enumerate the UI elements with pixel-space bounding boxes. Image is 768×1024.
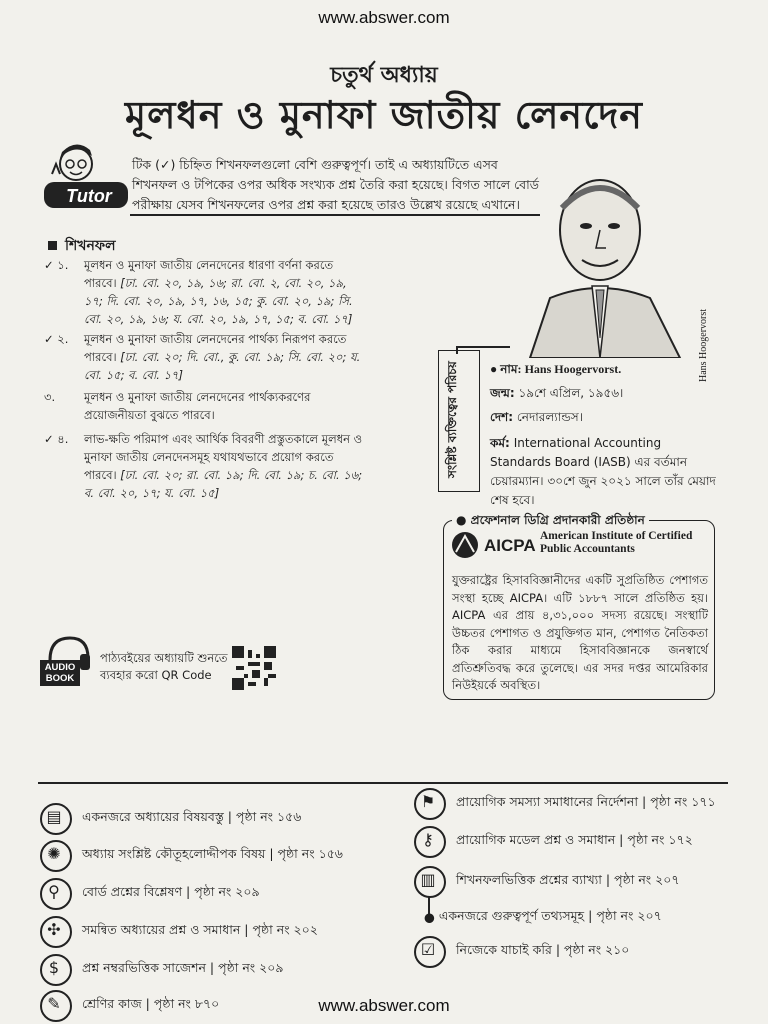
audio-badge-top: AUDIO <box>44 662 76 673</box>
outcome-item <box>44 388 369 424</box>
outcome-ref: [ঢা. বো. ২০, ১৯, ১৬; রা. বো. ২, বো. ২০, ১৯, ১৭; দি. বো. ২০, ১৯, ১৭, ১৬, ১৫; কু. বো. ২০, ১৯; সি. বো. ২০, ১৯, ১৬; য. বো. ২০, ১৯, ১৭, ১৫; ব. বো. ১৭] <box>84 276 353 326</box>
nav-page: পৃষ্ঠা নং ১৫৬ <box>235 809 302 824</box>
nav-page: পৃষ্ঠা নং ৮৭০ <box>153 996 220 1011</box>
audio-book-text <box>41 662 79 684</box>
audio-badge-bottom: BOOK <box>45 673 75 684</box>
nav-label: একনজরে গুরুত্বপূর্ণ তথ্যসমূহ <box>438 908 585 923</box>
outcome-number: ২. <box>57 332 69 346</box>
portrait-caption: Hans Hoogervorst <box>698 308 709 382</box>
nav-label: অধ্যায় সংশ্লিষ্ট কৌতূহলোদ্দীপক বিষয় <box>81 846 266 861</box>
name-value: Hans Hoogervorst. <box>524 362 622 376</box>
bio-side-tag: সংশ্লিষ্ট ব্যক্তিত্বের পরিচয় <box>445 361 459 479</box>
born-value: ১৯শে এপ্রিল, ১৯৫৬। <box>518 386 624 400</box>
audio-line-2: ব্যবহার করো QR Code <box>100 668 212 682</box>
audio-book-badge <box>40 634 92 686</box>
tutor-mascot <box>40 140 132 214</box>
outcome-text: লাভ-ক্ষতি পরিমাপ এবং আর্থিক বিবরণী প্রস্তুতকালে মূলধন ও মুনাফা জাতীয় লেনদেনসমূহ যথাযথভাবে প্রয়োগ করতে পারবে। <box>84 432 363 482</box>
nav-item[interactable]: ✺ অধ্যায় সংশ্লিষ্ট কৌতূহলোদ্দীপক বিষয় | পৃষ্ঠা নং ১৫৬ <box>40 840 343 872</box>
nav-item[interactable]: ☑ নিজেকে যাচাই করি | পৃষ্ঠা নং ২১০ <box>414 936 629 968</box>
bio-name: ● নাম: Hans Hoogervorst. <box>490 362 622 376</box>
nav-label: সমন্বিত অধ্যায়ের প্রশ্ন ও সমাধান <box>81 922 241 937</box>
tutor-badge: Tutor <box>66 186 112 206</box>
portrait-icon <box>520 168 690 358</box>
bio-connector <box>456 346 510 348</box>
tutor-intro: টিক (✓) চিহ্নিত শিখনফলগুলো বেশি গুরুত্বপূর্ণ। তাই এ অধ্যায়টিতে এসব শিখনফল ও টপিকের ওপর অধিক সংখ্যক প্রশ্ন তৈরি করা হয়েছে। বিগত সালে বোর্ড পরীক্ষায় যেসব শিখনফলের ওপর প্রশ্ন করা হয়েছে তারও উল্লেখ রয়েছে এখানে। <box>132 157 539 212</box>
nav-label: নিজেকে যাচাই করি <box>455 942 552 957</box>
outcomes-heading <box>48 234 116 258</box>
nav-page: পৃষ্ঠা নং ২১০ <box>564 942 630 957</box>
work-label: কর্ম: <box>490 436 510 450</box>
country-label: দেশ: <box>490 410 514 424</box>
nav-page: পৃষ্ঠা নং ১৭২ <box>627 832 693 847</box>
square-bullet-icon <box>48 241 57 250</box>
nav-page: পৃষ্ঠা নং ১৭১ <box>650 794 716 809</box>
outcome-number: ৪. <box>57 432 69 446</box>
country-value: নেদারল্যান্ডস। <box>516 410 584 424</box>
dot-icon: ● <box>424 909 435 925</box>
check-icon: ✓ <box>44 332 54 346</box>
outcome-number: ৩. <box>44 390 56 404</box>
outcome-text: মূলধন ও মুনাফা জাতীয় লেনদেনের পার্থক্যকরণের প্রয়োজনীয়তা বুঝতে পারবে। <box>84 390 311 422</box>
qr-code-icon <box>232 646 276 690</box>
audio-line-1: পাঠ্যবইয়ের অধ্যায়টি শুনতে <box>100 651 228 665</box>
aicpa-full-name: American Institute of Certified Public Accountants <box>540 530 693 555</box>
nav-page: পৃষ্ঠা নং ২০৯ <box>218 960 284 975</box>
bio-country <box>490 408 720 427</box>
portrait-image <box>520 168 690 358</box>
watermark-top: www.abswer.com <box>318 8 450 27</box>
chapter-label: চতুর্থ অধ্যায় <box>330 63 438 88</box>
qr-code[interactable] <box>232 646 276 690</box>
outcome-text: মূলধন ও মুনাফা জাতীয় লেনদেনের ধারণা বর্ণনা করতে পারবে। <box>84 258 334 290</box>
nav-item[interactable]: $ প্রশ্ন নম্বরভিত্তিক সাজেশন | পৃষ্ঠা নং ২০৯ <box>40 954 284 986</box>
outcome-ref: [ঢা. বো. ২০; রা. বো. ১৯; দি. বো. ১৯; চ. বো. ১৬; ব. বো. ২০, ১৭; য. বো. ১৫] <box>84 468 363 500</box>
nav-label: প্রশ্ন নম্বরভিত্তিক সাজেশন <box>81 960 206 975</box>
work-value: International Accounting Standards Board (IASB) এর বর্তমান চেয়ারম্যান। ৩০শে জুন ২০২১ সালে তাঁর মেয়াদ শেষ হবে। <box>490 436 716 507</box>
outcome-item <box>44 256 369 328</box>
nav-label: প্রায়োগিক মডেল প্রশ্ন ও সমাধান <box>455 832 616 847</box>
nav-page: পৃষ্ঠা নং ১৫৬ <box>277 846 343 861</box>
born-label: জন্ম: <box>490 386 515 400</box>
audio-instruction <box>100 650 230 684</box>
divider <box>130 214 540 216</box>
aicpa-logo-text: AICPA <box>484 536 536 555</box>
professional-text: যুক্তরাষ্ট্রের হিসাববিজ্ঞানীদের একটি সুপ্রতিষ্ঠিত পেশাগত সংস্থা হচ্ছে AICPA। এটি ১৮৮৭ সালে প্রতিষ্ঠিত হয়। AICPA এর প্রায় ৪,৩১,০০০ সদস্য রয়েছে। সংস্থাটি উচ্চতর পেশাগত ও প্রযুক্তিগত মান, পেশাগত নৈতিকতা ঠিক করার মাধ্যমে হিসাববিজ্ঞানকে জনস্বার্থে প্রতিশ্রুতিবদ্ধ করে তুলেছে। এর সদর দপ্তর আমেরিকার নিউইয়র্কে অবস্থিত। <box>452 573 708 692</box>
nav-item[interactable]: ⚷ প্রায়োগিক মডেল প্রশ্ন ও সমাধান | পৃষ্ঠা নং ১৭২ <box>414 826 693 858</box>
nav-label: বোর্ড প্রশ্নের বিশ্লেষণ <box>81 884 183 899</box>
check-icon: ✓ <box>44 432 54 446</box>
nav-item[interactable]: ▤ একনজরে অধ্যায়ের বিষয়বস্তু | পৃষ্ঠা নং ১৫৬ <box>40 803 301 835</box>
nav-item[interactable]: ⚲ বোর্ড প্রশ্নের বিশ্লেষণ | পৃষ্ঠা নং ২০৯ <box>40 878 260 910</box>
nav-item[interactable]: ▥ শিখনফলভিত্তিক প্রশ্নের ব্যাখ্যা | পৃষ্ঠা নং ২০৭ <box>414 866 680 898</box>
outcome-text: মূলধন ও মুনাফা জাতীয় লেনদেনের পার্থক্য নিরূপণ করতে পারবে। <box>84 332 347 364</box>
watermark-bottom: www.abswer.com <box>318 996 450 1015</box>
outcomes-heading-label: শিখনফল <box>65 238 116 254</box>
aicpa-globe-icon <box>450 530 480 560</box>
nav-page: পৃষ্ঠা নং ২০৭ <box>596 908 662 923</box>
nav-label: একনজরে অধ্যায়ের বিষয়বস্তু <box>81 809 224 824</box>
professional-heading: ● প্রফেশনাল ডিগ্রি প্রদানকারী প্রতিষ্ঠান <box>452 512 649 532</box>
divider <box>38 782 728 784</box>
bio-born <box>490 384 720 403</box>
nav-label: শিখনফলভিত্তিক প্রশ্নের ব্যাখ্যা <box>455 872 602 887</box>
nav-page: পৃষ্ঠা নং ২০৯ <box>194 884 260 899</box>
outcome-item <box>44 330 369 384</box>
nav-label: প্রায়োগিক সমস্যা সমাধানের নির্দেশনা <box>455 794 639 809</box>
nav-item[interactable]: ✣ সমন্বিত অধ্যায়ের প্রশ্ন ও সমাধান | পৃষ্ঠা নং ২০২ <box>40 916 318 948</box>
nav-item[interactable]: ✎ শ্রেণির কাজ | পৃষ্ঠা নং ৮৭০ <box>40 990 219 1022</box>
aicpa-logo <box>450 530 536 564</box>
nav-item[interactable]: ● একনজরে গুরুত্বপূর্ণ তথ্যসমূহ | পৃষ্ঠা নং ২০৭ <box>424 908 662 925</box>
page-title: মূলধন ও মুনাফা জাতীয় লেনদেন <box>125 93 643 137</box>
outcome-item <box>44 430 369 502</box>
nav-label: শ্রেণির কাজ <box>81 996 142 1011</box>
nav-page: পৃষ্ঠা নং ২০২ <box>252 922 318 937</box>
name-label: নাম: <box>500 362 522 376</box>
outcome-number: ১. <box>57 258 69 272</box>
nav-item[interactable]: ⚑ প্রায়োগিক সমস্যা সমাধানের নির্দেশনা | পৃষ্ঠা নং ১৭১ <box>414 788 716 820</box>
check-icon: ✓ <box>44 258 54 272</box>
outcome-ref: [ঢা. বো. ২০; দি. বো., কু. বো. ১৯; সি. বো. ২০; য. বো. ১৫; ব. বো. ১৭] <box>84 350 361 382</box>
bio-work <box>490 434 720 510</box>
nav-page: পৃষ্ঠা নং ২০৭ <box>614 872 680 887</box>
professional-heading-label: প্রফেশনাল ডিগ্রি প্রদানকারী প্রতিষ্ঠান <box>470 513 645 527</box>
